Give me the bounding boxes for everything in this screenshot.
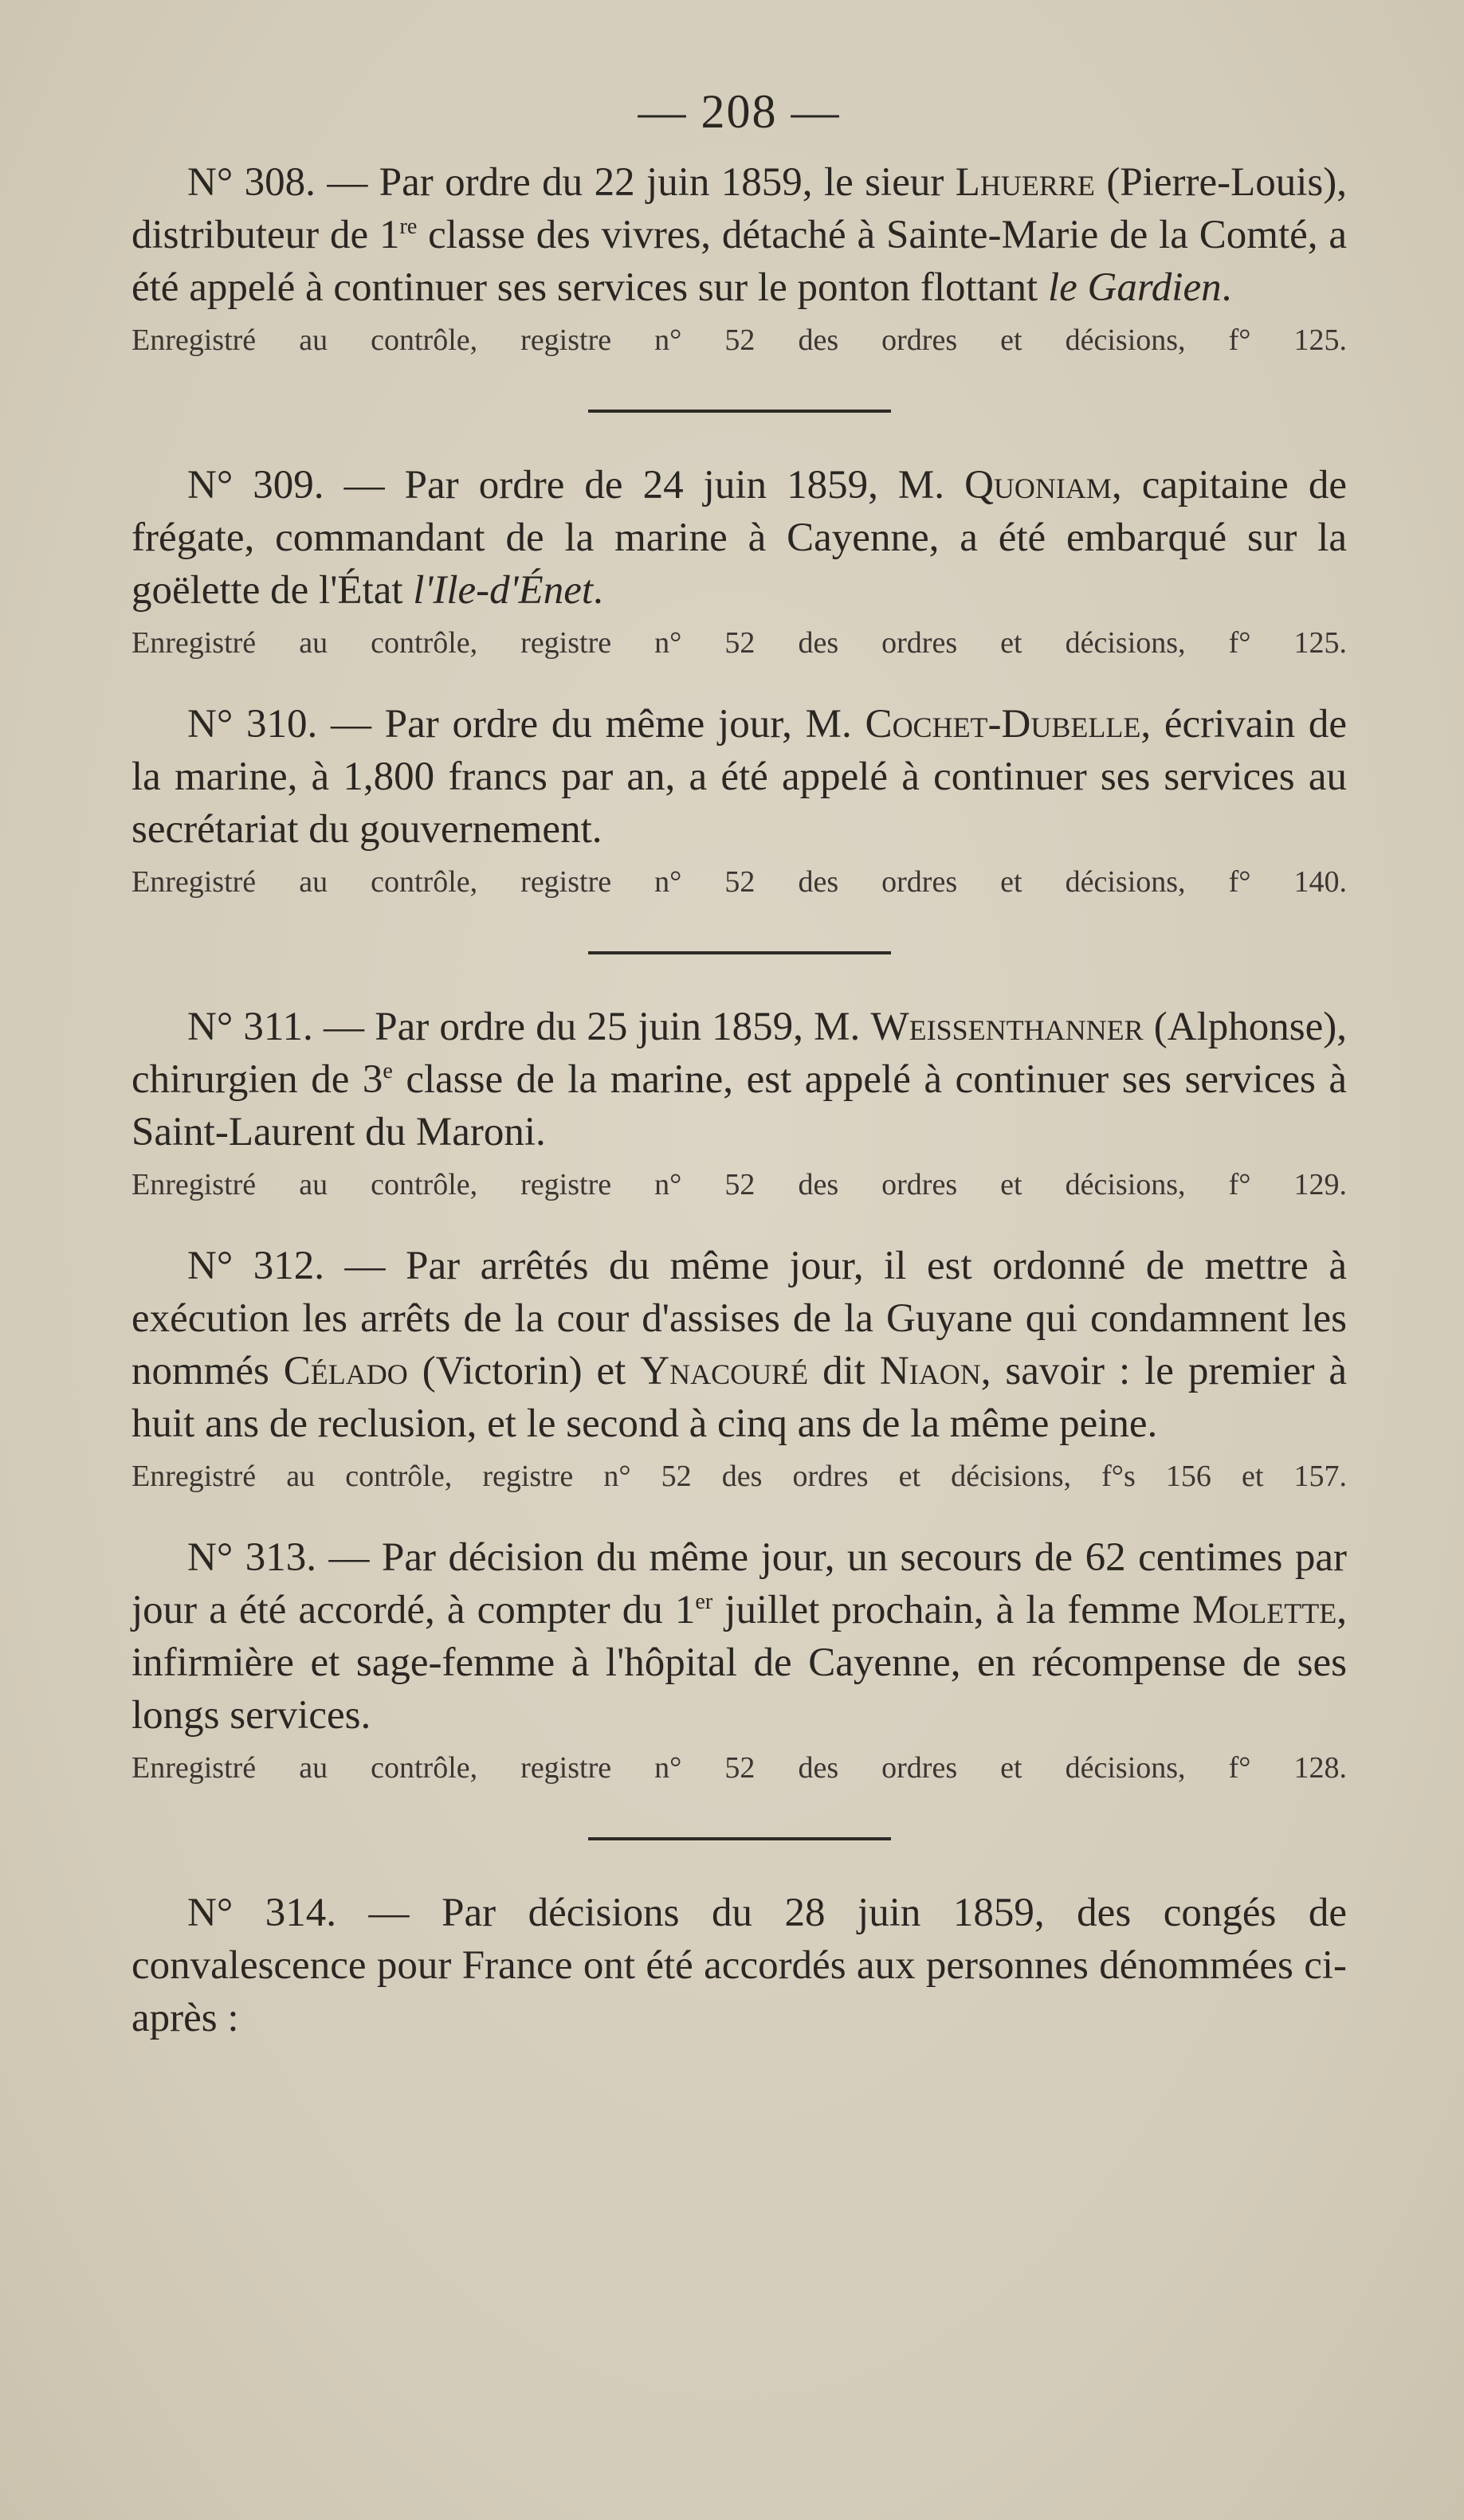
entry-intro: N° 308. — Par ordre du 22 juin 1859, le sieur [187, 160, 956, 205]
registry-note: Enregistré au contrôle, registre n° 52 des ordres et décisions, f°s 156 et 157. [131, 1460, 1347, 1493]
entry-body: , infirmière et sage-femme à l'hôpital de Cayenne, en récompense de ses longs services. [131, 1588, 1347, 1738]
entry-text [131, 1887, 1347, 2044]
entry-body: , écrivain de la marine, à 1,800 francs par an, a été appelé à continuer ses services au secrétariat du gouvernement. [131, 702, 1347, 852]
entry-310 [131, 698, 1347, 902]
entry-body: classe des vivres, détaché à Sainte-Marie de la Comté, a été appelé à continuer ses services sur le ponton flottant [131, 213, 1347, 310]
entry-body: , capitaine de frégate, commandant de la marine à Cayenne, a été embarqué sur la goëlette de l'État [131, 463, 1347, 613]
person-name: Célado [283, 1349, 408, 1393]
ordinal-suffix: e [383, 1059, 393, 1084]
person-name: Niaon [879, 1349, 981, 1393]
person-name: Cochet-Dubelle [865, 702, 1141, 747]
entry-text [131, 698, 1347, 856]
entry-end: . [1221, 265, 1232, 310]
entry-body: , savoir : le premier à huit ans de reclusion, et le second à cinq ans de la même peine. [131, 1349, 1348, 1446]
entry-intro: N° 311. — Par ordre du 25 juin 1859, M. [187, 1005, 871, 1049]
spacer [131, 1205, 1347, 1240]
entry-body: (Pierre-Louis), distributeur de 1 [131, 160, 1347, 257]
ordinal-suffix: er [695, 1589, 713, 1614]
entry-body: classe de la marine, est appelé à continuer ses services à Saint-Laurent du Maroni. [131, 1057, 1347, 1154]
entry-end: . [593, 568, 603, 613]
entry-text [131, 1001, 1347, 1158]
entry-text [131, 459, 1347, 617]
spacer [131, 1496, 1347, 1531]
entry-intro: N° 310. — Par ordre du même jour, M. [187, 702, 865, 747]
section-divider [588, 1837, 891, 1840]
registry-note: Enregistré au contrôle, registre n° 52 des ordres et décisions, f° 128. [131, 1751, 1347, 1785]
entry-intro: N° 313. — Par décision du même jour, un secours de 62 centimes par jour a été accordé, à compter du 1 [131, 1535, 1347, 1632]
vessel-name: l'Ile-d'Énet [413, 568, 594, 613]
person-name: Ynacouré [640, 1349, 809, 1393]
entry-intro: N° 309. — Par ordre de 24 juin 1859, M. [187, 463, 965, 508]
entry-text [131, 1240, 1347, 1450]
entry-text [131, 156, 1347, 314]
page-number: — 208 — [638, 85, 841, 138]
entry-314 [131, 1887, 1347, 2044]
person-name: Molette [1191, 1588, 1337, 1632]
entry-intro: N° 312. — Par arrêtés du même jour, il est ordonné de mettre à exécution les arrêts de la cour d'assises de la Guyane qui condamnent les nommés [131, 1244, 1347, 1393]
entry-text [131, 1531, 1347, 1742]
entry-body: (Victorin) et [407, 1349, 641, 1393]
person-name: Lhuerre [955, 160, 1095, 205]
spacer [131, 663, 1347, 698]
section-divider [588, 410, 891, 413]
section-divider [588, 951, 891, 954]
entry-308 [131, 156, 1347, 360]
ordinal-suffix: re [399, 214, 418, 239]
entry-body: juillet prochain, à la femme [712, 1588, 1192, 1632]
registry-note: Enregistré au contrôle, registre n° 52 des ordres et décisions, f° 125. [131, 323, 1347, 357]
person-name: Weissenthanner [870, 1005, 1144, 1049]
entry-313 [131, 1531, 1347, 1788]
registry-note: Enregistré au contrôle, registre n° 52 des ordres et décisions, f° 125. [131, 626, 1347, 660]
vessel-name: le Gardien [1047, 265, 1222, 310]
registry-note: Enregistré au contrôle, registre n° 52 des ordres et décisions, f° 140. [131, 865, 1347, 899]
entry-body: dit [808, 1349, 880, 1393]
registry-note: Enregistré au contrôle, registre n° 52 des ordres et décisions, f° 129. [131, 1168, 1347, 1201]
page-content [131, 85, 1348, 2044]
entry-311 [131, 1001, 1347, 1205]
entry-312 [131, 1240, 1347, 1496]
entry-body: (Alphonse), chirurgien de 3 [131, 1005, 1348, 1102]
entry-intro: N° 314. — Par décisions du 28 juin 1859, des congés de convalescence pour France ont été accordés aux personnes dénommées ci-après : [131, 1891, 1347, 2040]
entry-309 [131, 459, 1347, 663]
person-name: Quoniam [964, 463, 1112, 508]
